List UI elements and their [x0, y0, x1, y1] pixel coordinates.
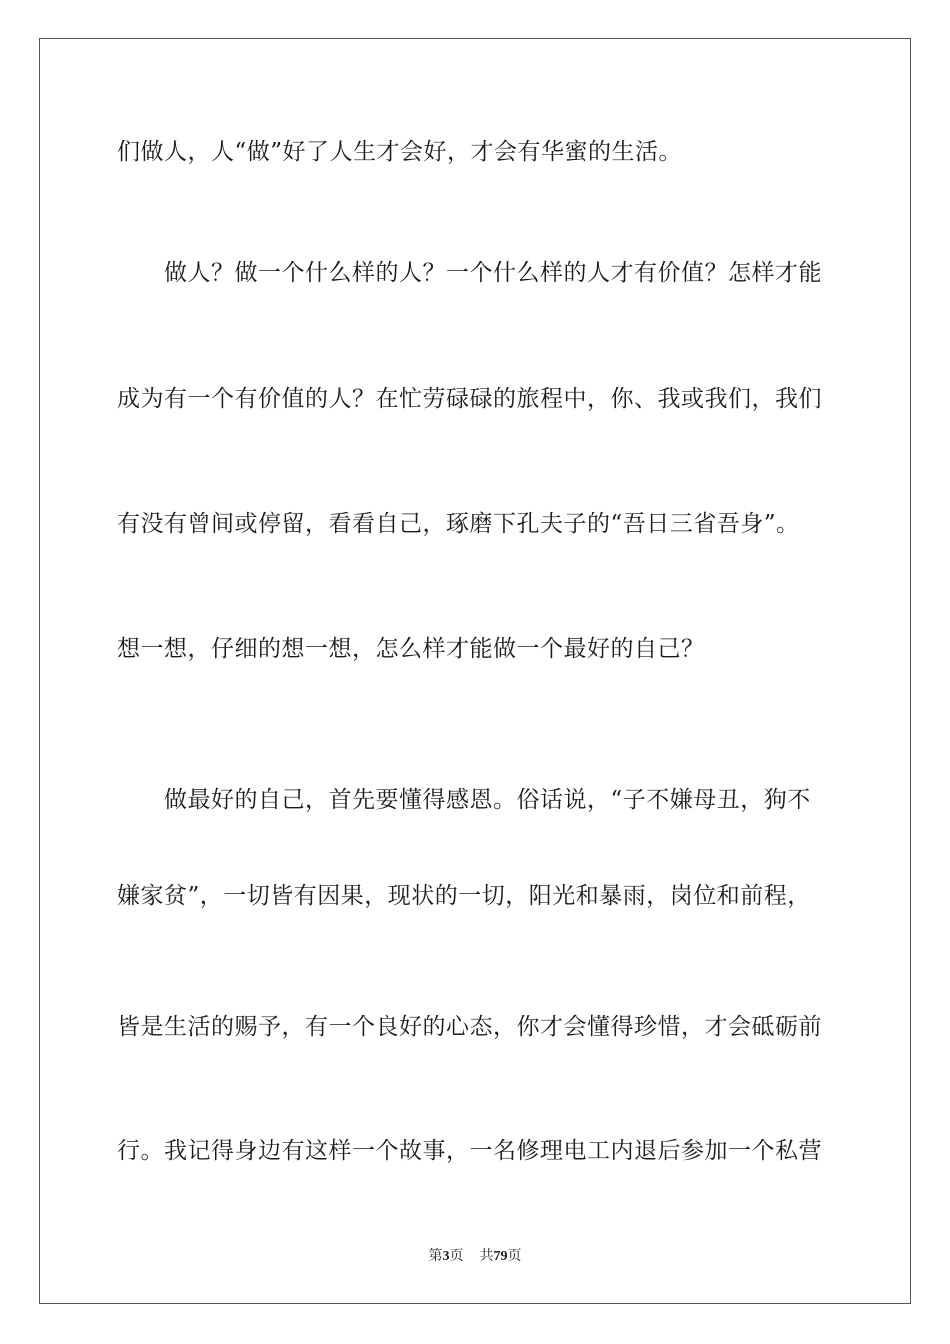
page-border	[39, 38, 911, 1304]
text-line: 皆是生活的赐予，有一个良好的心态，你才会懂得珍惜，才会砥砺前	[117, 1014, 822, 1040]
total-pages: 79	[493, 1249, 508, 1264]
total-suffix: 页	[507, 1248, 522, 1264]
text-line: 行。我记得身边有这样一个故事，一名修理电工内退后参加一个私营	[117, 1138, 822, 1164]
page-number: 3	[442, 1249, 450, 1264]
text-line: 们做人，人“做”好了人生才会好，才会有华蜜的生活。	[117, 139, 683, 165]
page-footer	[0, 1247, 950, 1266]
page-suffix: 页	[449, 1248, 464, 1264]
text-line: 成为有一个有价值的人？在忙劳碌碌的旅程中，你、我或我们，我们	[117, 386, 822, 412]
page-prefix: 第	[428, 1248, 443, 1264]
paragraph-first-line: 做人？做一个什么样的人？一个什么样的人才有价值？怎样才能	[164, 260, 822, 286]
text-line: 有没有曾间或停留，看看自己，琢磨下孔夫子的“吾日三省吾身”。	[117, 511, 800, 537]
text-line: 嫌家贫”，一切皆有因果，现状的一切，阳光和暴雨，岗位和前程，	[117, 883, 811, 909]
text-line: 想一想，仔细的想一想，怎么样才能做一个最好的自己？	[117, 636, 705, 662]
paragraph-first-line: 做最好的自己，首先要懂得感恩。俗话说，“子不嫌母丑，狗不	[164, 787, 811, 813]
total-prefix: 共	[479, 1248, 494, 1264]
